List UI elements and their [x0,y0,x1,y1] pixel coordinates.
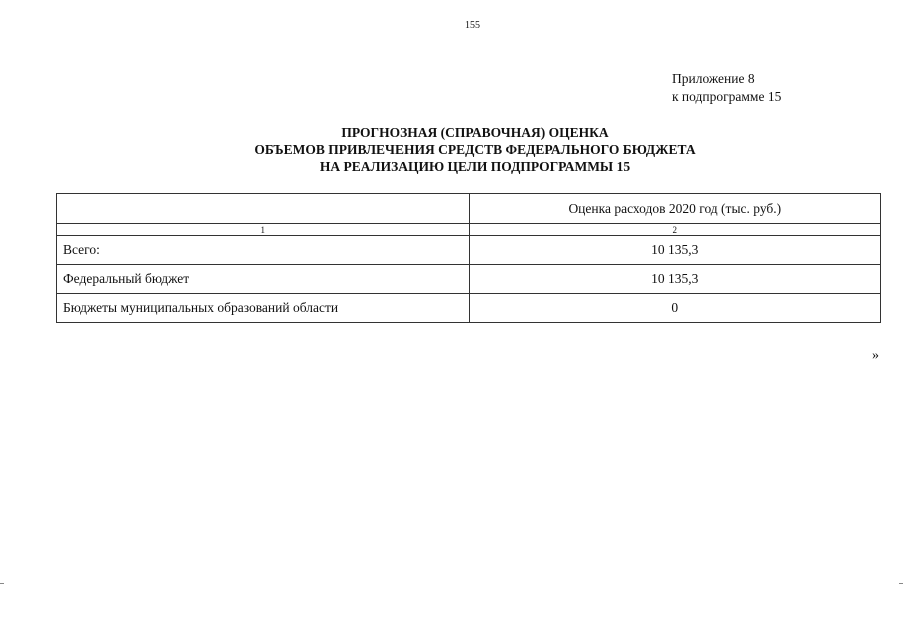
estimate-table [56,193,881,323]
table-header-row [57,194,881,224]
column-number-row [57,224,881,236]
header-cell-2: Оценка расходов 2020 год (тыс. руб.) [469,194,880,224]
title-line-3: НА РЕАЛИЗАЦИЮ ЦЕЛИ ПОДПРОГРАММЫ 15 [319,159,631,174]
column-number-1: 1 [57,224,470,236]
table-row [57,236,881,265]
header-cell-1 [57,194,470,224]
row-value: 10 135,3 [469,236,880,265]
appendix-note [672,70,781,106]
left-edge-mark [0,583,4,584]
title-line-1: ПРОГНОЗНАЯ (СПРАВОЧНАЯ) ОЦЕНКА [341,125,609,140]
table-row [57,294,881,323]
column-number-2: 2 [469,224,880,236]
page-number: 155 [465,20,480,31]
title-line-2: ОБЪЕМОВ ПРИВЛЕЧЕНИЯ СРЕДСТВ ФЕДЕРАЛЬНОГО БЮДЖЕТА [254,142,696,157]
row-label: Бюджеты муниципальных образований области [57,294,470,323]
row-value: 0 [469,294,880,323]
document-title [0,124,905,175]
right-edge-mark [899,583,903,584]
appendix-line-1: Приложение 8 [672,71,755,86]
row-value: 10 135,3 [469,265,880,294]
row-label: Всего: [57,236,470,265]
row-label: Федеральный бюджет [57,265,470,294]
appendix-line-2: к подпрограмме 15 [672,89,782,104]
closing-quote: » [872,348,879,363]
table-row [57,265,881,294]
